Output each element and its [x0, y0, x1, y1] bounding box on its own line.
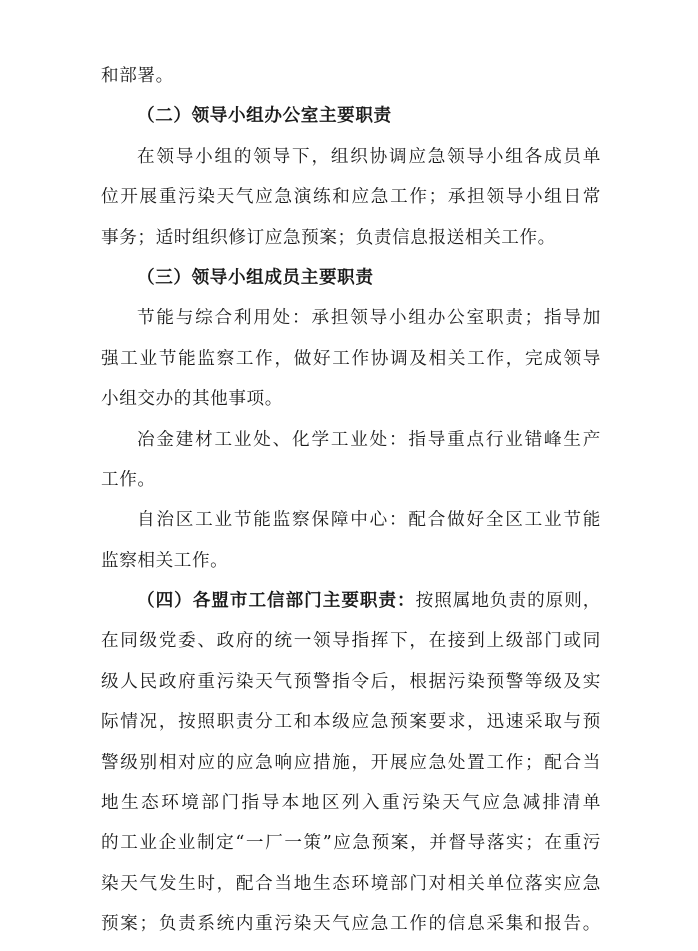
paragraph-league-city-duties [101, 581, 601, 945]
text-line: 监察相关工作。 [101, 550, 229, 571]
text-line: 预案；负责系统内重污染天气应急工作的信息采集和报告。 [101, 914, 601, 935]
text-line: 际情况，按照职责分工和本级应急预案要求，迅速采取与预 [101, 712, 601, 733]
text-line: 地生态环境部门指导本地区列入重污染天气应急减排清单 [101, 793, 601, 814]
paragraph-monitoring-center [101, 500, 601, 581]
text-line: 警级别相对应的应急响应措施，开展应急处置工作；配合当 [101, 752, 601, 773]
text-line: 小组交办的其他事项。 [101, 389, 283, 410]
text-line: 染天气发生时，配合当地生态环境部门对相关单位落实应急 [101, 873, 601, 894]
text-line: 位开展重污染天气应急演练和应急工作；承担领导小组日常 [101, 187, 601, 208]
paragraph-energy-saving-dept [101, 298, 601, 419]
text-line: 的工业企业制定“一厂一策”应急预案，并督导落实；在重污 [101, 833, 601, 854]
text-line: 节能与综合利用处：承担领导小组办公室职责；指导加 [137, 308, 601, 329]
text-line [101, 581, 601, 621]
text-line: 事务；适时组织修订应急预案；负责信息报送相关工作。 [101, 227, 556, 248]
text-line: 在领导小组的领导下，组织协调应急领导小组各成员单 [137, 146, 601, 167]
paragraph-metallurgy-chemical-dept [101, 420, 601, 501]
text-line: 级人民政府重污染天气预警指令后，根据污染预警等级及实 [101, 671, 601, 692]
section-heading-4: （四）各盟市工信部门主要职责： [137, 590, 416, 612]
section-heading-2: （二）领导小组办公室主要职责 [137, 105, 392, 127]
text-run: 按照属地负责的原则， [415, 591, 601, 612]
section-heading-3: （三）领导小组成员主要职责 [137, 266, 374, 288]
document-page [101, 56, 601, 945]
paragraph-office-duties [101, 137, 601, 258]
text-line: 在同级党委、政府的统一领导指挥下，在接到上级部门或同 [101, 631, 601, 652]
paragraph-tail [101, 56, 601, 96]
text-line: 冶金建材工业处、化学工业处：指导重点行业错峰生产 [137, 429, 601, 450]
text-line: 和部署。 [101, 66, 174, 86]
text-line: 自治区工业节能监察保障中心：配合做好全区工业节能 [137, 510, 601, 531]
text-line: 强工业节能监察工作，做好工作协调及相关工作，完成领导 [101, 348, 601, 369]
text-line: 工作。 [101, 469, 156, 490]
